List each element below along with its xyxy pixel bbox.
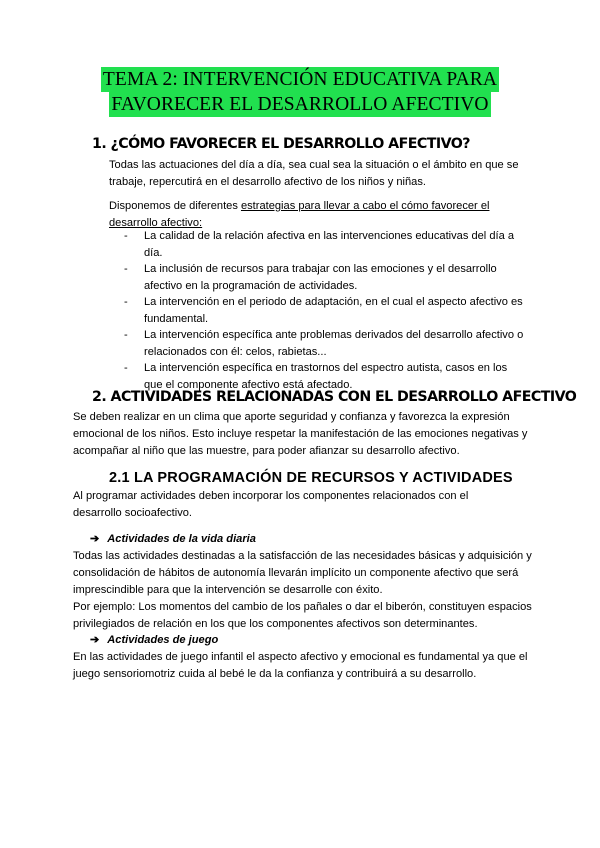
- arrow-right-icon: ➔: [90, 533, 100, 545]
- title-line-2: FAVORECER EL DESARROLLO AFECTIVO: [111, 94, 489, 115]
- section-1-heading: 1. ¿CÓMO FAVORECER EL DESARROLLO AFECTIVO?: [92, 136, 470, 152]
- subsection-daily-life-heading: ➔ Actividades de la vida diaria: [90, 533, 256, 545]
- arrow-right-icon: ➔: [90, 634, 100, 646]
- list-item: - La intervención específica ante problemas derivados del desarrollo afectivo o relacionados con él: celos, rabietas...: [124, 329, 524, 358]
- document-title: [76, 67, 524, 117]
- subsection-play-heading: ➔ Actividades de juego: [90, 634, 219, 646]
- section-2-1-paragraph: Al programar actividades deben incorporar los componentes relacionados con el desarrollo socioafectivo.: [73, 490, 469, 519]
- section-1-strategies-intro: [109, 198, 509, 232]
- section-2-heading: 2. ACTIVIDADES RELACIONADAS CON EL DESARROLLO AFECTIVO: [92, 389, 577, 405]
- section-2-1-heading: 2.1 LA PROGRAMACIÓN DE RECURSOS Y ACTIVIDADES: [109, 470, 513, 486]
- section-2-paragraph: Se deben realizar en un clima que aporte seguridad y confianza y favorezca la expresión emocional de los niños. Esto incluye respetar la manifestación de las emociones negativas y acompañar al niño que las muestre, para poder afianzar su desarrollo afectivo.: [73, 411, 528, 457]
- strategies-list: [124, 228, 524, 393]
- daily-life-paragraph: Todas las actividades destinadas a la satisfacción de las necesidades básicas y adquisición y consolidación de hábitos de autonomía llevarán implícito un componente afectivo que será imprescindible para que la intervención se desarrolle con éxito.: [73, 550, 532, 596]
- strategies-intro-text: Disponemos de diferentes: [109, 200, 241, 212]
- list-item: - La intervención en el periodo de adaptación, en el cual el aspecto afectivo es fundamental.: [124, 296, 523, 325]
- daily-life-example: Por ejemplo: Los momentos del cambio de los pañales o dar el biberón, constituyen espacios privilegiados de relación en los que los componentes afectivos son determinantes.: [73, 601, 532, 630]
- section-1-paragraph: Todas las actuaciones del día a día, sea cual sea la situación o el ámbito en que se trabaje, repercutirá en el desarrollo afectivo de los niños y niñas.: [109, 159, 519, 188]
- title-line-1: TEMA 2: INTERVENCIÓN EDUCATIVA PARA: [102, 69, 498, 90]
- list-item: - La calidad de la relación afectiva en las intervenciones educativas del día a día.: [124, 230, 515, 259]
- strategies-intro-underlined: estrategias para llevar a cabo el cómo favorecer el desarrollo afectivo:: [109, 200, 490, 229]
- list-item: - La intervención específica en trastornos del espectro autista, casos en los que el componente afectivo está afectado.: [124, 362, 508, 391]
- list-item: - La inclusión de recursos para trabajar con las emociones y el desarrollo afectivo en la programación de actividades.: [124, 263, 497, 292]
- play-paragraph: En las actividades de juego infantil el aspecto afectivo y emocional es fundamental ya que el juego sensoriomotriz cuida al bebé le da la confianza y contribuirá a su desarrollo.: [73, 651, 528, 680]
